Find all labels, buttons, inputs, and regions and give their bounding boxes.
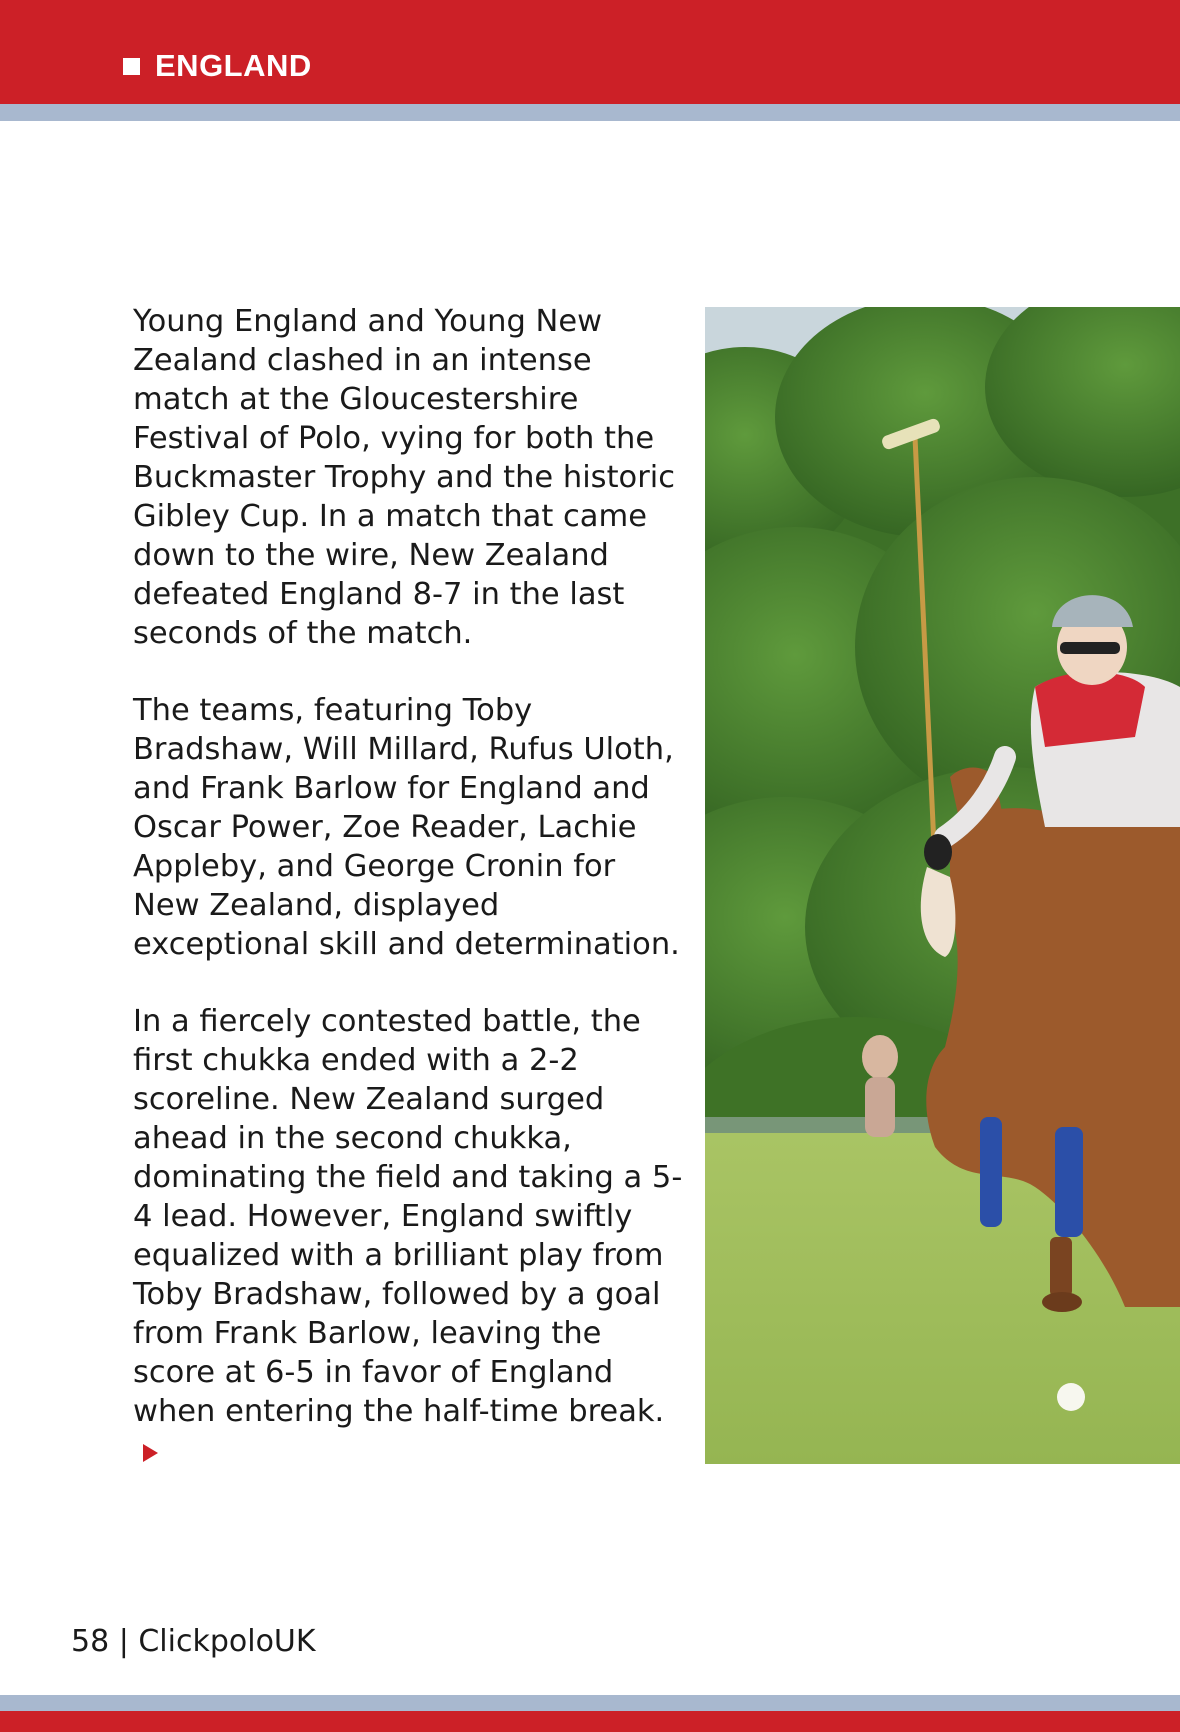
section-title: ENGLAND	[155, 48, 312, 83]
footer-band	[0, 1711, 1180, 1732]
article-paragraph: The teams, featuring Toby Bradshaw, Will Millard, Rufus Uloth, and Frank Barlow for England and Oscar Power, Zoe Reader, Lachie Appleby, and George Cronin for New Zealand, displayed exceptional skill and determination.	[133, 693, 680, 962]
page-footer: 58 | ClickpoloUK	[71, 1624, 316, 1659]
article-paragraph: Young England and Young New Zealand clashed in an intense match at the Gloucestershire Festival of Polo, vying for both the Buckmaster Trophy and the historic Gibley Cup. In a match that came down to the wire, New Zealand defeated England 8-7 in the last seconds of the match.	[133, 304, 675, 651]
article-body	[133, 302, 683, 1470]
article-paragraph-text: In a fiercely contested battle, the first chukka ended with a 2-2 scoreline. New Zealand surged ahead in the second chukka, dominating the field and taking a 5-4 lead. However, England swiftly equalized with a brilliant play from Toby Bradshaw, followed by a goal from Frank Barlow, leaving the score at 6-5 in favor of England when entering the half-time break.	[133, 1004, 683, 1429]
header-stripe	[0, 104, 1180, 121]
footer-stripe	[0, 1695, 1180, 1711]
polo-photo	[705, 307, 1180, 1464]
article-paragraph-last	[133, 1002, 683, 1470]
square-bullet-icon	[123, 58, 140, 75]
section-label	[123, 44, 312, 88]
continue-arrow-icon	[143, 1444, 158, 1462]
